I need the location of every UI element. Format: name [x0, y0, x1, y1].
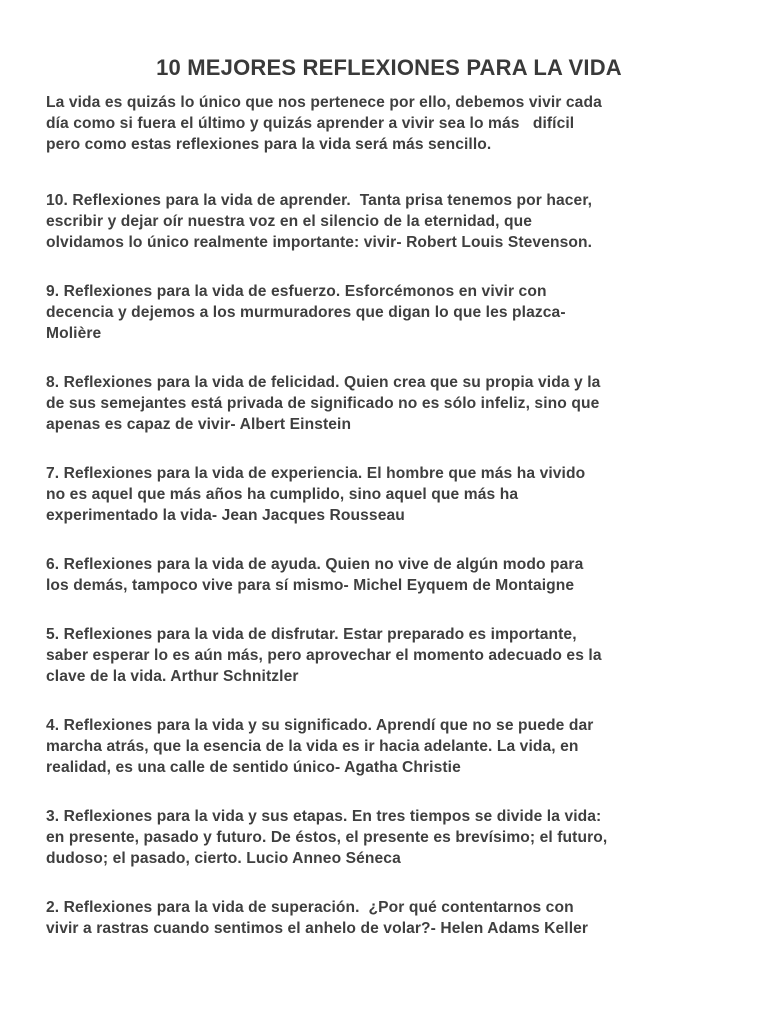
reflection-7: [46, 463, 746, 526]
reflection-4: [46, 715, 746, 778]
text-line: los demás, tampoco vive para sí mismo- Michel Eyquem de Montaigne: [46, 577, 575, 594]
text-line: saber esperar lo es aún más, pero aprovechar el momento adecuado es la: [46, 647, 602, 664]
text-line: decencia y dejemos a los murmuradores que digan lo que les plazca-: [46, 304, 566, 321]
text-line: 8. Reflexiones para la vida de felicidad. Quien crea que su propia vida y la: [46, 374, 601, 391]
text-line: Molière: [46, 325, 102, 342]
text-line: 5. Reflexiones para la vida de disfrutar. Estar preparado es importante,: [46, 626, 577, 643]
text-line: 3. Reflexiones para la vida y sus etapas. En tres tiempos se divide la vida:: [46, 808, 602, 825]
reflection-6: [46, 554, 746, 596]
text-line: vivir a rastras cuando sentimos el anhelo de volar?- Helen Adams Keller: [46, 920, 589, 937]
text-line: marcha atrás, que la esencia de la vida es ir hacia adelante. La vida, en: [46, 738, 579, 755]
text-line: día como si fuera el último y quizás aprender a vivir sea lo más difícil: [46, 115, 575, 132]
text-line: 9. Reflexiones para la vida de esfuerzo. Esforcémonos en vivir con: [46, 283, 547, 300]
text-line: apenas es capaz de vivir- Albert Einstein: [46, 416, 352, 433]
text-line: realidad, es una calle de sentido único- Agatha Christie: [46, 759, 461, 776]
text-line: no es aquel que más años ha cumplido, sino aquel que más ha: [46, 486, 519, 503]
text-line: 6. Reflexiones para la vida de ayuda. Quien no vive de algún modo para: [46, 556, 584, 573]
text-line: pero como estas reflexiones para la vida será más sencillo.: [46, 136, 492, 153]
text-line: 7. Reflexiones para la vida de experiencia. El hombre que más ha vivido: [46, 465, 586, 482]
text-line: clave de la vida. Arthur Schnitzler: [46, 668, 299, 685]
text-line: La vida es quizás lo único que nos pertenece por ello, debemos vivir cada: [46, 94, 602, 111]
reflection-3: [46, 806, 746, 869]
text-line: escribir y dejar oír nuestra voz en el silencio de la eternidad, que: [46, 213, 533, 230]
text-line: olvidamos lo único realmente importante: vivir- Robert Louis Stevenson.: [46, 234, 593, 251]
text-line: 2. Reflexiones para la vida de superación. ¿Por qué contentarnos con: [46, 899, 574, 916]
text-line: dudoso; el pasado, cierto. Lucio Anneo Séneca: [46, 850, 401, 867]
text-line: de sus semejantes está privada de significado no es sólo infeliz, sino que: [46, 395, 600, 412]
intro-paragraph: [46, 92, 746, 155]
page-title: 10 MEJORES REFLEXIONES PARA LA VIDA: [156, 55, 622, 80]
reflection-2: [46, 897, 746, 939]
reflection-9: [46, 281, 746, 344]
text-line: 10. Reflexiones para la vida de aprender. Tanta prisa tenemos por hacer,: [46, 192, 593, 209]
text-line: en presente, pasado y futuro. De éstos, el presente es brevísimo; el futuro,: [46, 829, 608, 846]
reflection-5: [46, 624, 746, 687]
reflection-8: [46, 372, 746, 435]
reflection-10: [46, 190, 746, 253]
text-line: 4. Reflexiones para la vida y su significado. Aprendí que no se puede dar: [46, 717, 594, 734]
text-line: experimentado la vida- Jean Jacques Rousseau: [46, 507, 405, 524]
